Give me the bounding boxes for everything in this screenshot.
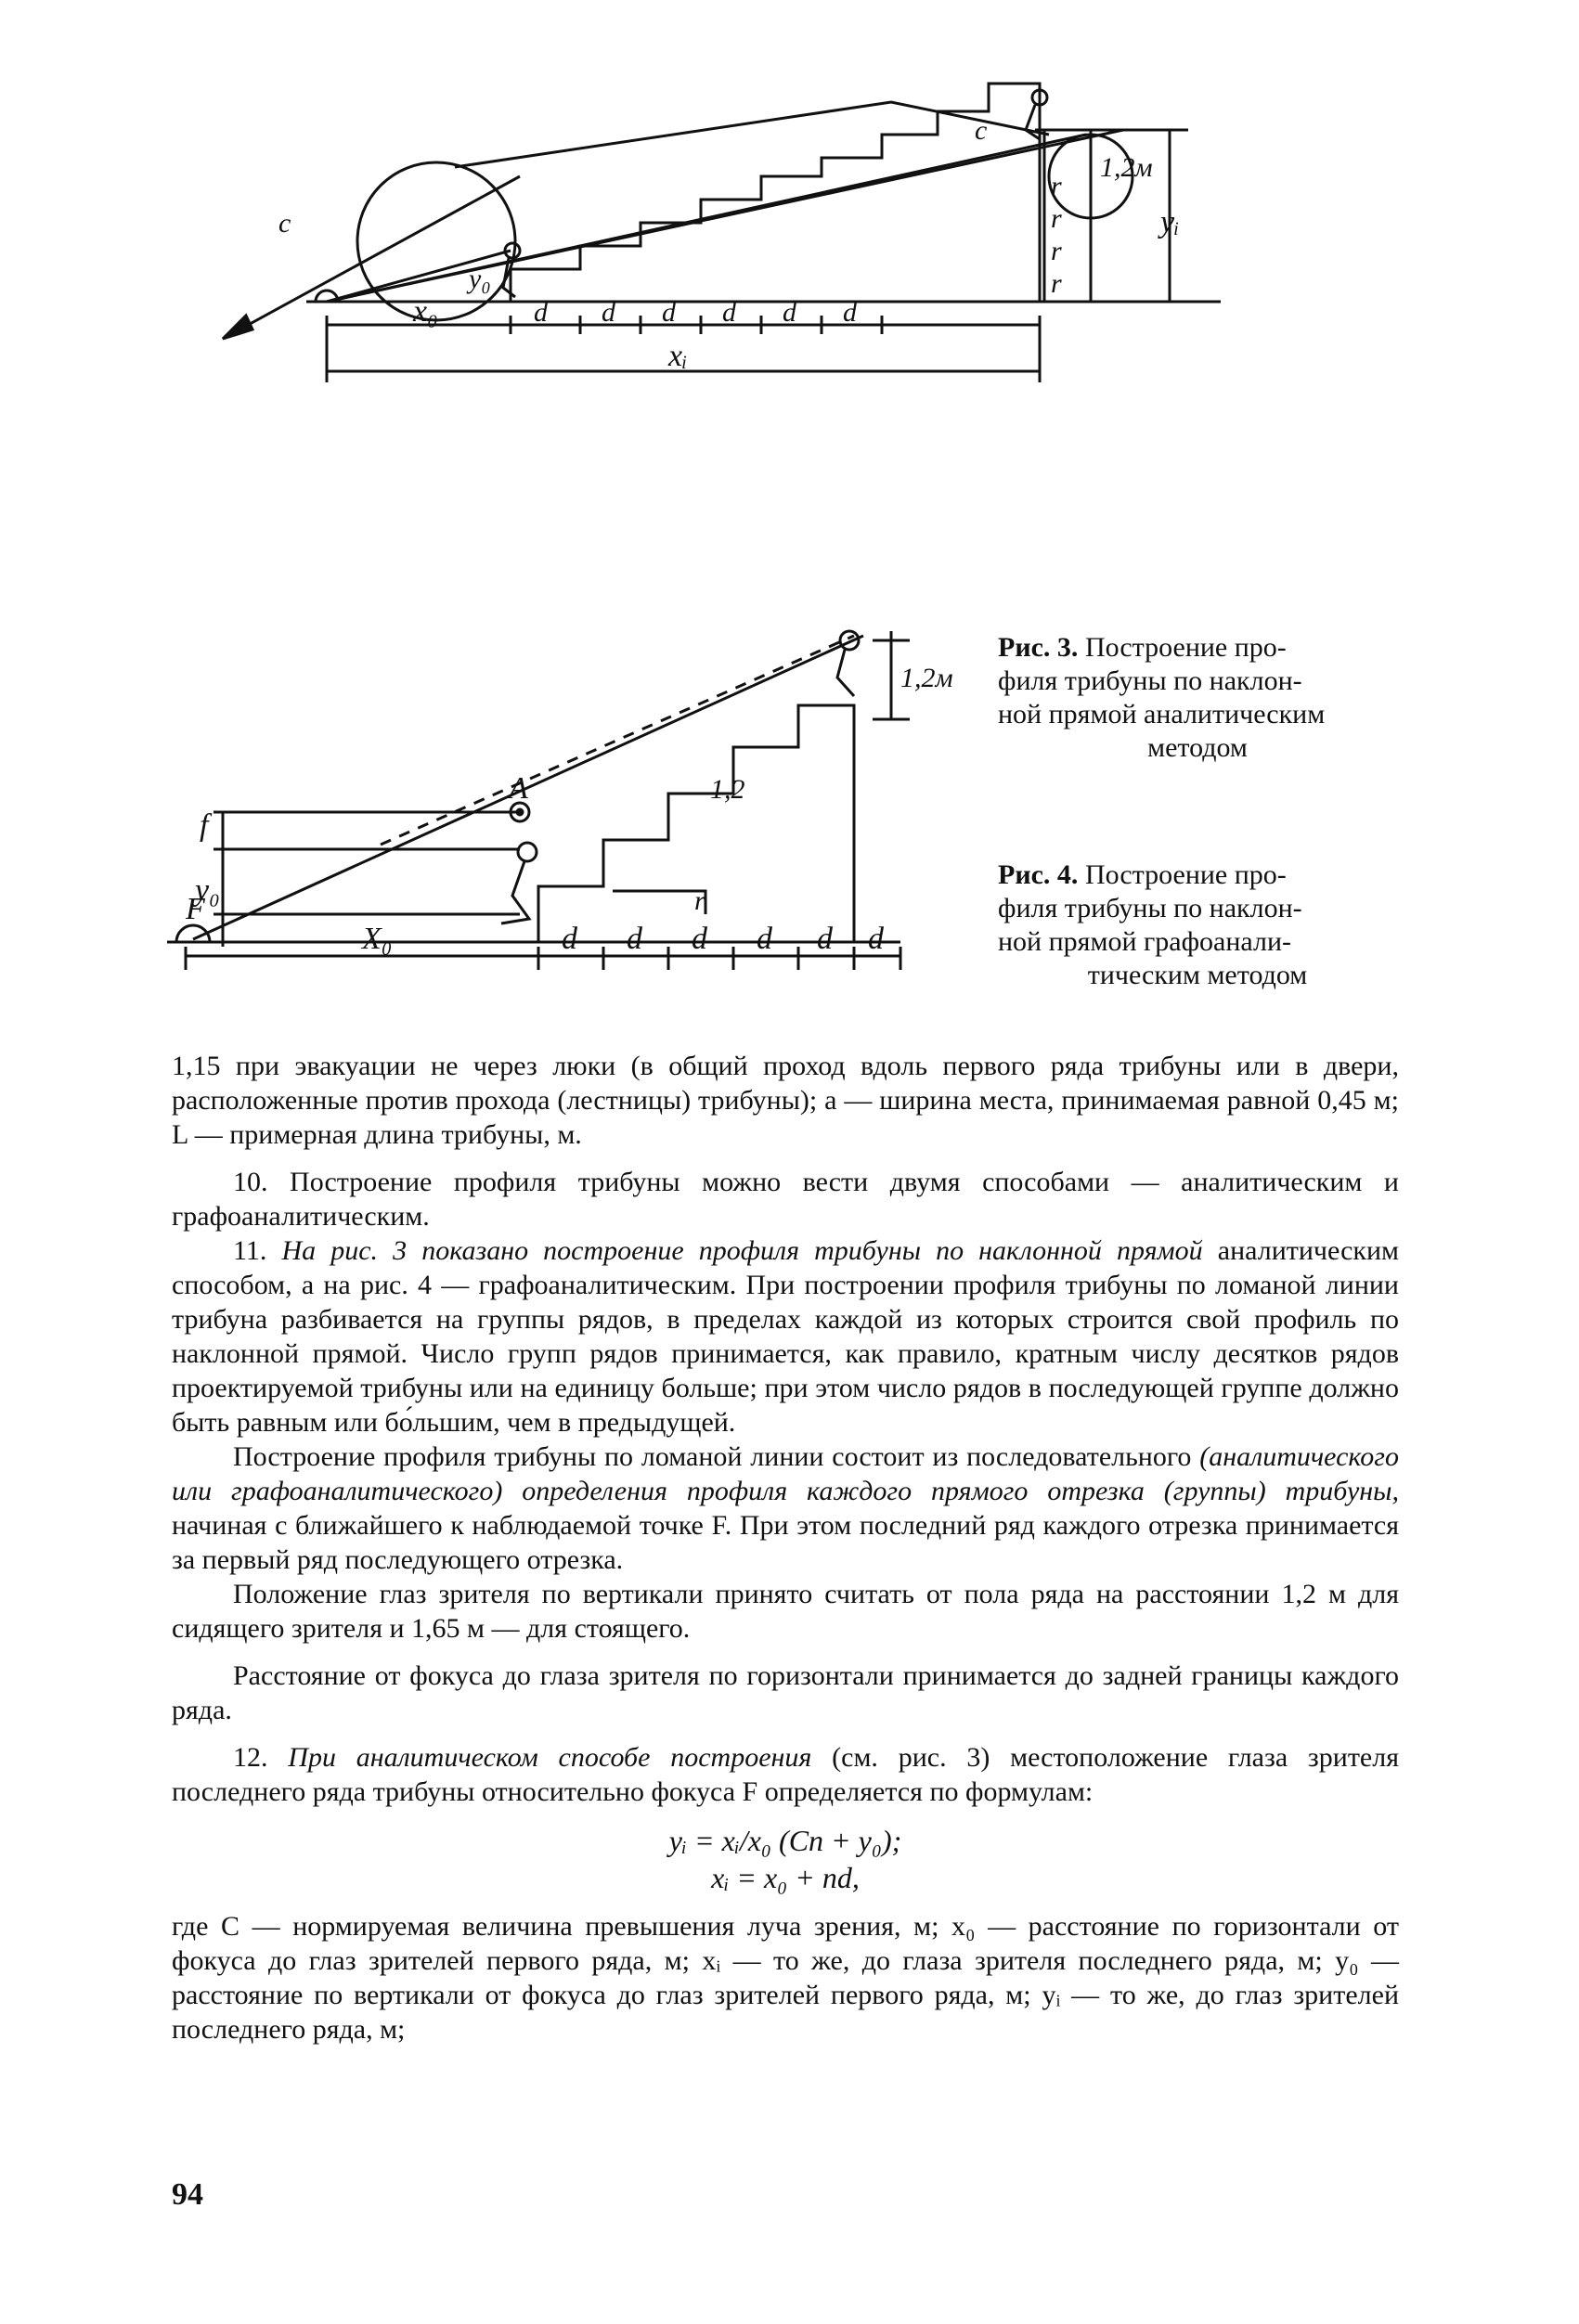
label-r: r	[694, 885, 705, 916]
paragraph-polyline	[172, 1440, 1399, 1577]
caption-line: методом	[1147, 732, 1248, 763]
paragraph-focus-distance: Расстояние от фокуса до глаза зрителя по горизонтали принимается до задней границы каждого ряда.	[172, 1660, 1399, 1725]
formula-yi: yᵢ = xᵢ/x₀ (Cn + y₀);	[668, 1824, 902, 1857]
figure-4-diagram	[167, 613, 965, 1030]
label-y0: y₀	[195, 873, 220, 908]
label-f: f	[200, 808, 209, 843]
label-height: 1,2м	[1100, 152, 1153, 183]
label-c-right: c	[975, 115, 988, 146]
label-d: d	[662, 297, 676, 328]
label-d: d	[722, 297, 736, 328]
figure-3-diagram	[278, 115, 1225, 603]
paragraph-10: 10. Построение профиля трибуны можно вести двумя способами — аналитическим и графоаналитическим.	[172, 1167, 1399, 1232]
label-d: d	[534, 297, 548, 328]
label-r: r	[1051, 203, 1062, 234]
sight-line	[193, 636, 863, 939]
body-text	[172, 1049, 1399, 2046]
paragraph-11	[172, 1233, 1399, 1440]
label-d: d	[843, 297, 857, 328]
paragraph-text: (см. рис. 3) местоположение глаза зрителя последнего ряда трибуны относительно фокуса F определяется по формулам:	[172, 1742, 1400, 1807]
label-d: d	[783, 297, 796, 328]
paragraph-number: 11.	[233, 1235, 267, 1266]
formula-xi: xᵢ = x₀ + nd,	[711, 1861, 860, 1894]
paragraph-text: аналитическим способом, а на рис. 4 — графоаналитическим. При построении профиля трибуны по ломаной линии трибуна разбивается на группы рядов, в пределах каждой из которых строится свой профиль по наклонной прямой. Число групп рядов принимается, как правило, кратным числу десятков рядов проектируемой трибуны или на единицу больше; при этом число рядов в последующей группе должно быть равным или бо́льшим, чем в предыдущей.	[172, 1235, 1400, 1438]
page-number: 94	[172, 2177, 203, 2212]
caption-line: тическим методом	[1087, 960, 1308, 990]
label-c-left: c	[278, 208, 291, 239]
label-d: d	[692, 922, 707, 956]
label-height-mid: 1,2	[710, 774, 745, 805]
step-d-labels	[562, 922, 885, 956]
paragraph-12	[172, 1740, 1399, 1809]
caption-line: Построение про-	[1084, 632, 1287, 663]
step-r-labels	[1051, 171, 1062, 299]
caption-prefix: Рис. 4.	[998, 859, 1079, 890]
label-r: r	[1051, 236, 1062, 266]
caption-prefix: Рис. 3.	[998, 632, 1079, 663]
spectator-figures	[503, 90, 1047, 297]
caption-line: филя трибуны по наклон-	[998, 893, 1302, 923]
label-d: d	[627, 922, 642, 956]
caption-line: ной прямой аналитическим	[998, 699, 1326, 729]
label-d: d	[562, 922, 577, 956]
paragraph-evacuation: 1,15 при эвакуации не через люки (в общий проход вдоль первого ряда трибуны или в двери, расположенные против прохода (лестницы) трибуны); а — ширина места, принимаемая равной 0,45 м; L — примерная длина трибуны, м.	[172, 1051, 1399, 1150]
paragraph-number: 12.	[233, 1742, 268, 1773]
label-xi: xᵢ	[668, 339, 688, 373]
spectator-figure	[501, 631, 859, 923]
caption-line: филя трибуны по наклон-	[998, 665, 1302, 696]
label-x0: X₀	[362, 922, 393, 956]
caption-line: Построение про-	[1084, 859, 1287, 890]
paragraph-text: начиная с ближайшего к наблюдаемой точке F. При этом последний ряд каждого отрезка принимается за первый ряд последующего отрезка.	[172, 1510, 1399, 1575]
italic-phrase: (аналитического или графоаналитического) определения профиля каждого прямого отрезка (группы) трибуны,	[172, 1441, 1399, 1506]
label-x0: x₀	[413, 294, 438, 329]
label-height-top: 1,2м	[900, 663, 953, 693]
label-d: d	[817, 922, 833, 956]
paragraph-eye-position: Положение глаз зрителя по вертикали принято считать от пола ряда на расстоянии 1,2 м для сидящего зрителя и 1,65 м — для стоящего.	[172, 1579, 1399, 1644]
paragraph-text: Построение профиля трибуны по ломаной линии состоит из последовательного	[233, 1441, 1192, 1472]
italic-phrase: При аналитическом способе построения	[288, 1742, 812, 1773]
label-r: r	[1051, 268, 1062, 299]
label-d: d	[602, 297, 615, 328]
label-y0: y₀	[469, 264, 491, 294]
label-F: F	[186, 892, 205, 926]
label-yi: yᵢ	[1160, 205, 1180, 239]
label-r: r	[1051, 171, 1062, 201]
figure-3-caption	[998, 631, 1397, 765]
caption-line: ной прямой графоанали-	[998, 926, 1292, 957]
figure-4-caption	[998, 859, 1397, 992]
italic-phrase: На рис. 3 показано построение профиля трибуны по наклонной прямой	[281, 1235, 1203, 1266]
label-d: d	[868, 922, 884, 956]
paragraph-definitions: где C — нормируемая величина превышения луча зрения, м; x₀ — расстояние по горизонтали от фокуса до глаз зрителей первого ряда, м; xᵢ — то же, до глаза зрителя последнего ряда, м; y₀ — расстояние по вертикали от фокуса до глаз зрителей первого ряда, м; yᵢ — то же, до глаз зрителей последнего ряда, м;	[172, 1911, 1399, 2045]
label-A: A	[509, 771, 528, 806]
label-d: d	[757, 922, 772, 956]
